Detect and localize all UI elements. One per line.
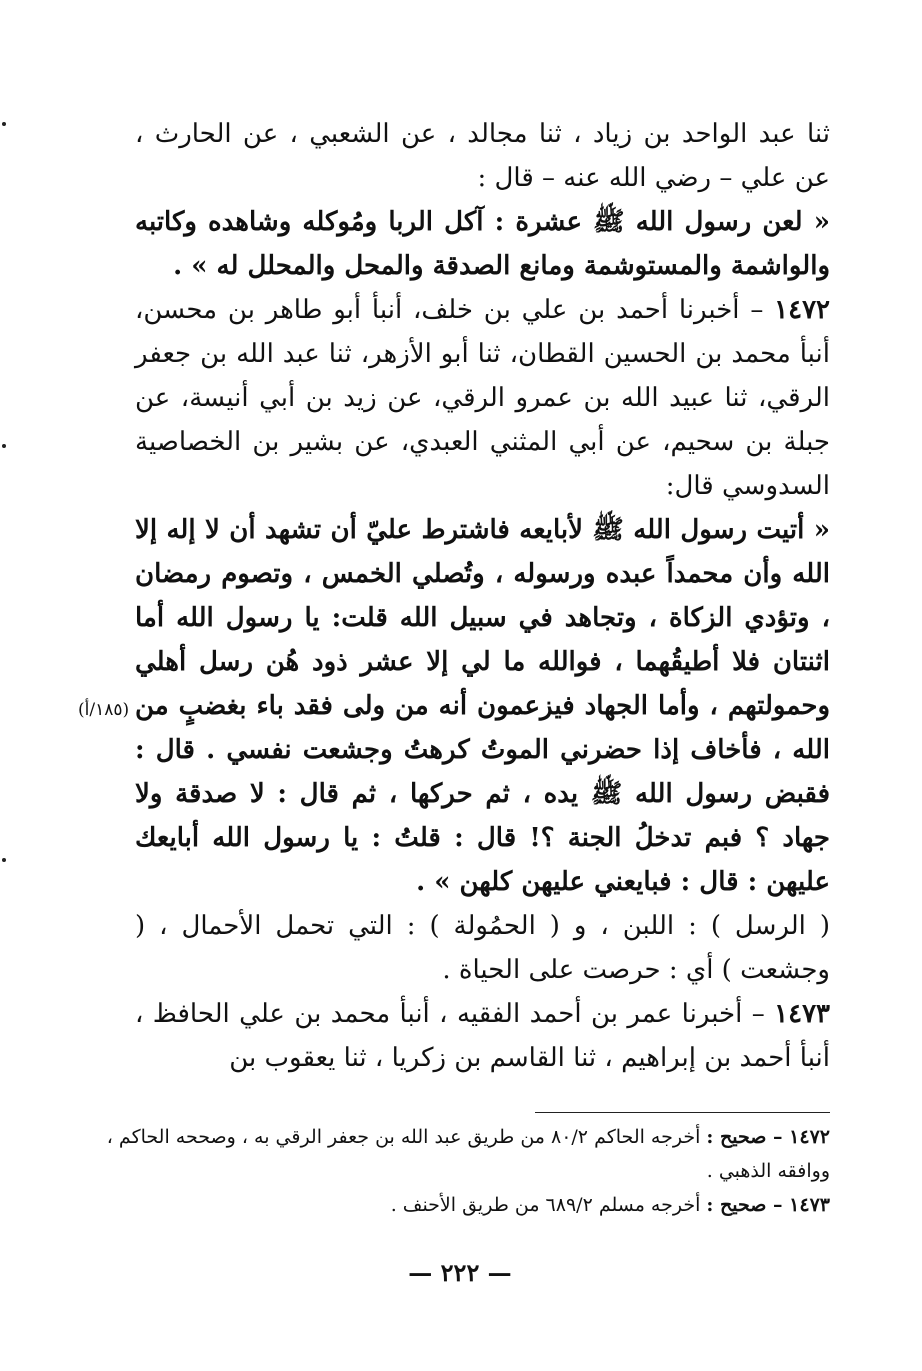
- paragraph-text: ( الرسل ) : اللبن ، و ( الحمُولة ) : التي تحمل الأحمال ، ( وجشعت ) أي : حرصت على الحياة .: [135, 911, 830, 985]
- hadith-text: [135, 200, 830, 288]
- footnote-number: ١٤٧٢ – صحيح :: [706, 1126, 830, 1148]
- footnote-number: ١٤٧٣ – صحيح :: [706, 1194, 830, 1216]
- paragraph-text: – أخبرنا عمر بن أحمد الفقيه ، أنبأ محمد بن علي الحافظ ، أنبأ أحمد بن إبراهيم ، ثنا القاسم بن زكريا ، ثنا يعقوب بن: [135, 999, 830, 1073]
- paragraph-text: – أخبرنا أحمد بن علي بن خلف، أنبأ أبو طاهر بن محسن، أنبأ محمد بن الحسين القطان، ثنا أبو الأزهر، ثنا عبد الله بن جعفر الرقي، ثنا عبيد الله بن عمرو الرقي، عن زيد بن أبي أنيسة، عن جبلة بن سحيم، عن أبي المثني العبدي، عن بشير بن الخصاصية السدوسي قال:: [135, 295, 830, 501]
- hadith-number: ١٤٧٣: [774, 999, 830, 1029]
- hadith-number: ١٤٧٢: [774, 295, 830, 325]
- hadith-text: [135, 508, 830, 904]
- main-text: [135, 112, 830, 1080]
- scan-mark: [2, 122, 6, 126]
- footnote-text: أخرجه مسلم ٦٨٩/٢ من طريق الأحنف .: [390, 1194, 707, 1216]
- footnotes: [82, 1120, 830, 1222]
- text-paragraph: [135, 904, 830, 992]
- page-number: — ٢٢٢ —: [408, 1258, 512, 1287]
- paragraph-text: « أتيت رسول الله ﷺ لأبايعه فاشترط عليّ أن تشهد أن لا إله إلا الله وأن محمداً عبده ورسوله ، وتُصلي الخمس ، وتصوم رمضان ، وتؤدي الزكاة ، وتجاهد في سبيل الله قلت: يا رسول الله أما اثنتان فلا أطيقُهما ، فوالله ما لي إلا عشر ذود هُن رسل أهلي وحمولتهم ، وأما الجهاد فيزعمون أنه من ولى فقد باء بغضبٍ من الله ، فأخاف إذا حضرني الموتُ كرهتُ وجشعت نفسي . قال : فقبض رسول الله ﷺ يده ، ثم حركها ، ثم قال : لا صدقة ولا جهاد ؟ فبم تدخلُ الجنة ؟! قال : قلتُ : يا رسول الله أبايعك عليهن : قال : فبايعني عليهن كلهن » .: [135, 515, 830, 897]
- scan-mark: [2, 858, 6, 862]
- footnote: [82, 1188, 830, 1222]
- manuscript-folio-note: (١٨٥/أ): [78, 700, 130, 720]
- hadith-paragraph: [135, 992, 830, 1080]
- text-paragraph: [135, 112, 830, 200]
- footnote-separator: [535, 1112, 830, 1113]
- paragraph-text: « لعن رسول الله ﷺ عشرة : آكل الربا ومُوكله وشاهده وكاتبه والواشمة والمستوشمة ومانع الصدقة والمحل والمحلل له » .: [135, 207, 830, 281]
- footnote: [82, 1120, 830, 1188]
- footnote-text: أخرجه الحاكم ٨٠/٢ من طريق عبد الله بن جعفر الرقي به ، وصححه الحاكم ، ووافقه الذهبي .: [106, 1126, 830, 1182]
- scan-mark: [2, 444, 6, 448]
- paragraph-text: ثنا عبد الواحد بن زياد ، ثنا مجالد ، عن الشعبي ، عن الحارث ، عن علي – رضي الله عنه – قال :: [135, 119, 830, 193]
- hadith-paragraph: [135, 288, 830, 508]
